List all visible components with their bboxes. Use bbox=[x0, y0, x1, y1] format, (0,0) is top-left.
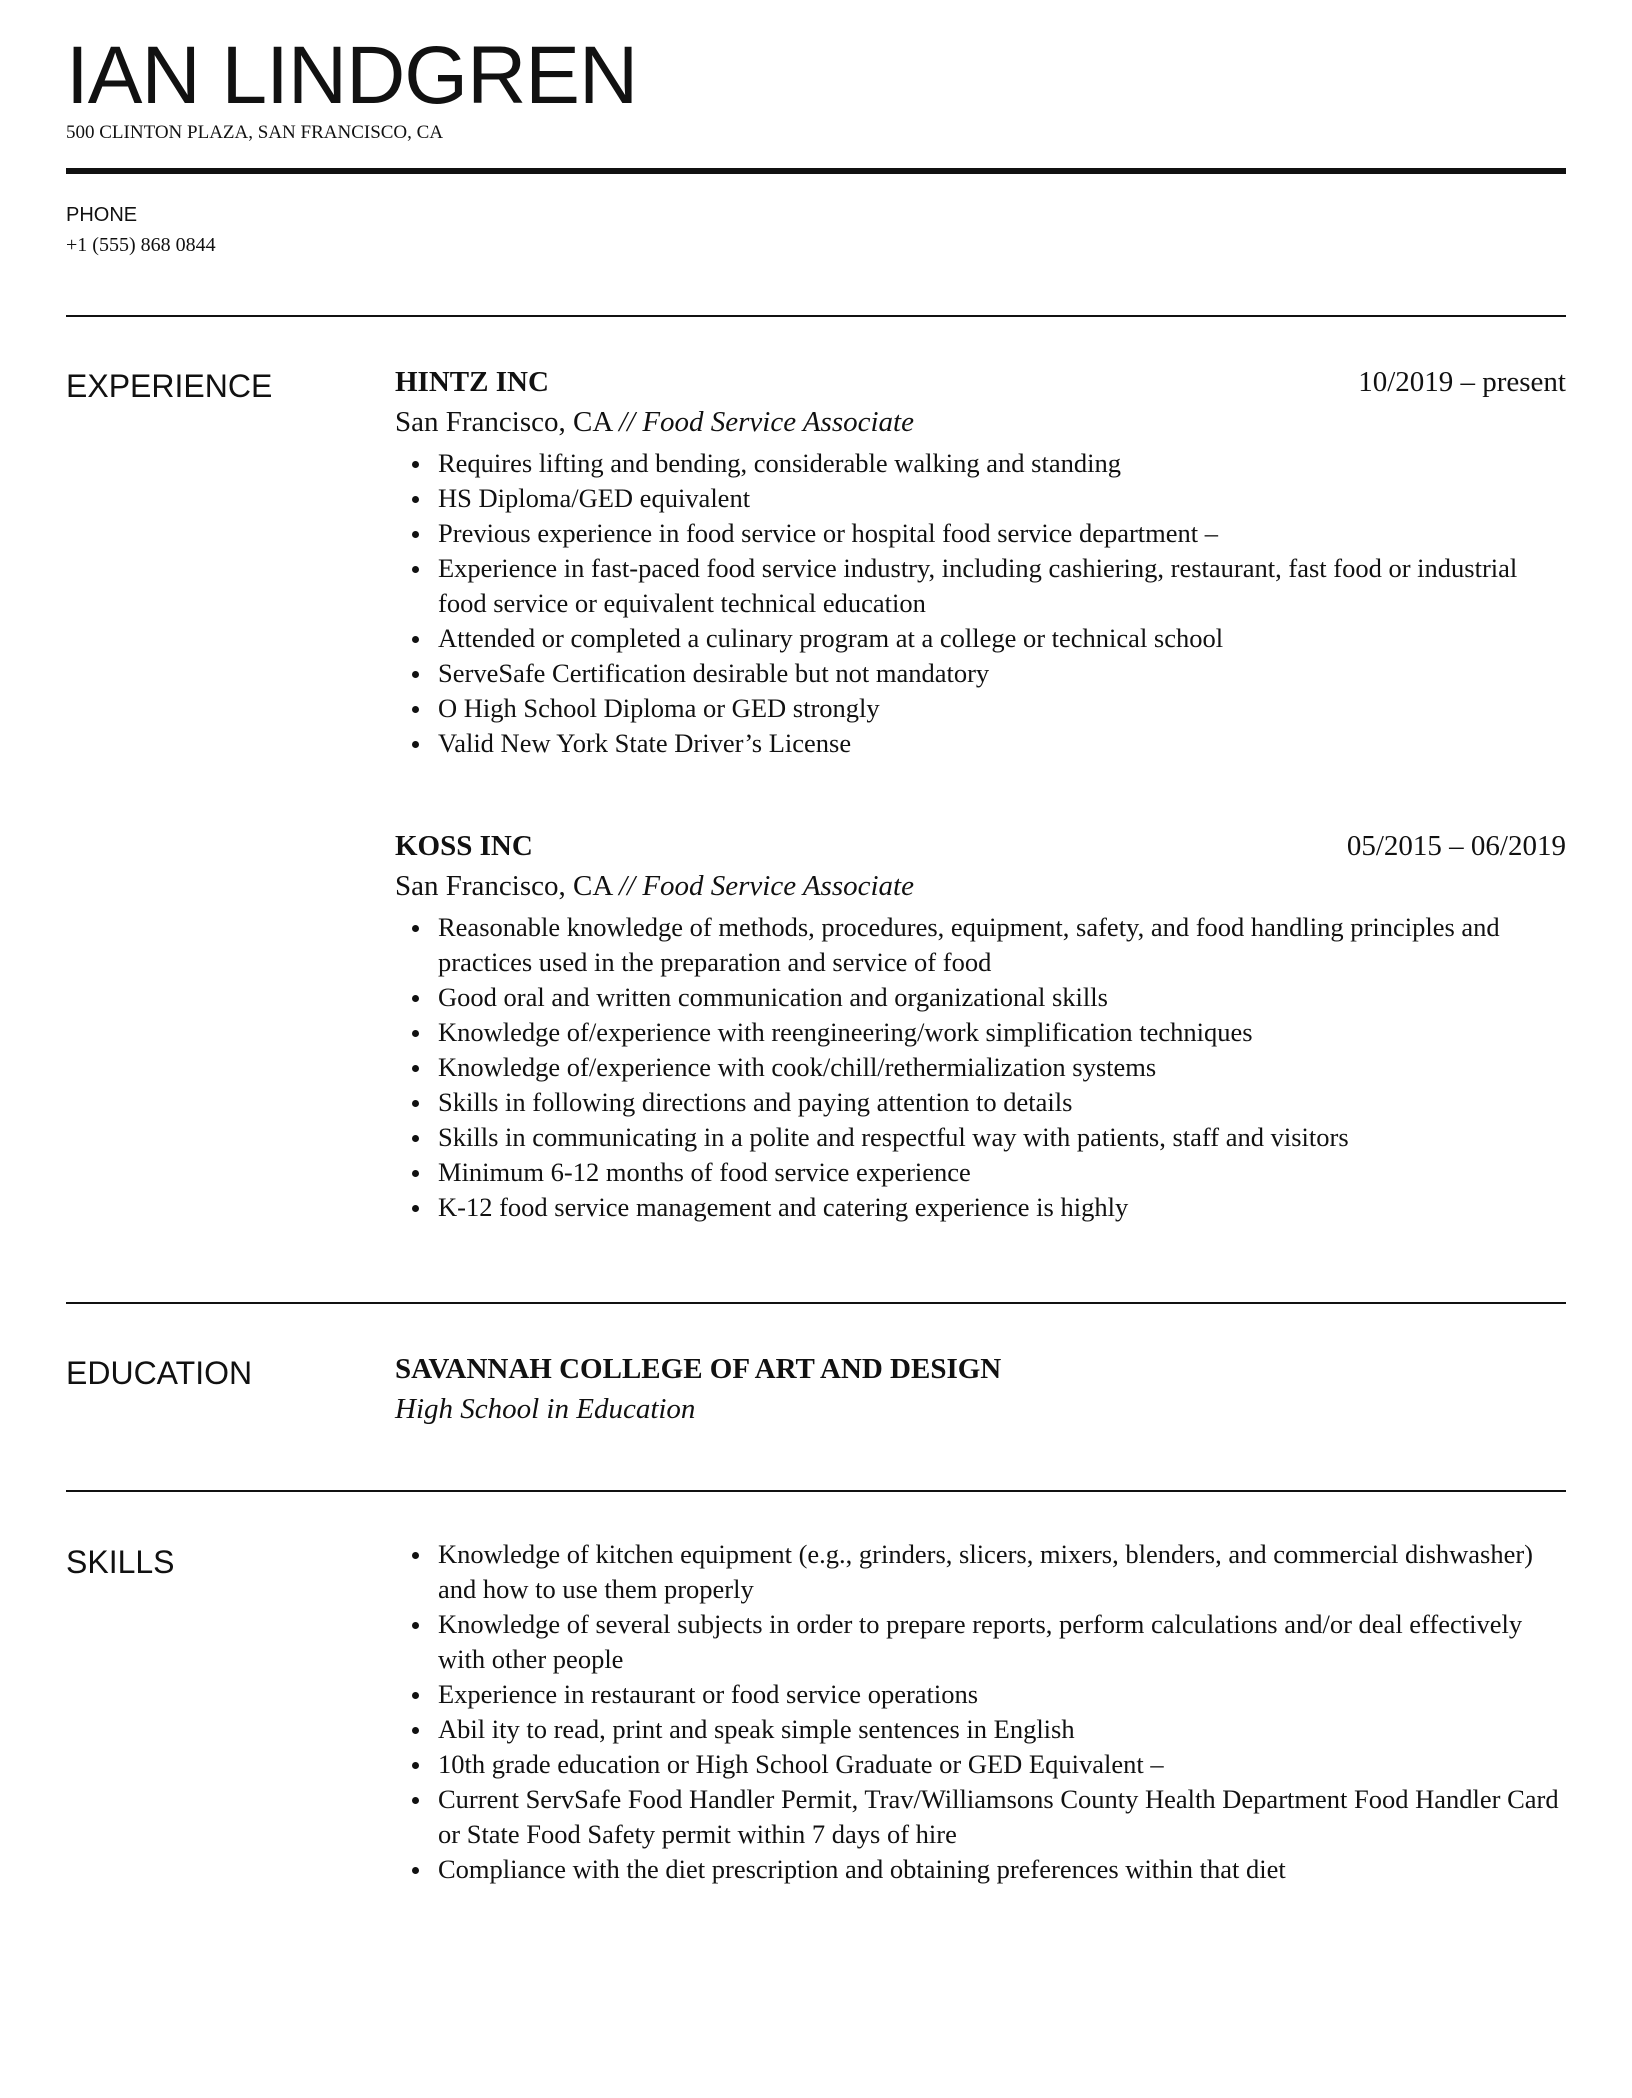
job-entry bbox=[395, 362, 1566, 761]
job-role: Food Service Associate bbox=[642, 406, 914, 438]
list-item: Valid New York State Driver’s License bbox=[438, 726, 1566, 761]
education-entry bbox=[395, 1349, 1566, 1429]
list-item: Abil ity to read, print and speak simple sentences in English bbox=[438, 1712, 1566, 1747]
job-entry bbox=[395, 826, 1566, 1225]
candidate-address: 500 CLINTON PLAZA, SAN FRANCISCO, CA bbox=[66, 122, 444, 143]
job-location: San Francisco, CA bbox=[395, 870, 612, 902]
education-header bbox=[395, 1349, 1566, 1389]
list-item: K-12 food service management and catering experience is highly bbox=[438, 1190, 1566, 1225]
list-item: Previous experience in food service or hospital food service department – bbox=[438, 516, 1566, 551]
list-item: Minimum 6-12 months of food service experience bbox=[438, 1155, 1566, 1190]
list-item: Requires lifting and bending, considerable walking and standing bbox=[438, 446, 1566, 481]
list-item: Good oral and written communication and organizational skills bbox=[438, 980, 1566, 1015]
education-school: SAVANNAH COLLEGE OF ART AND DESIGN bbox=[395, 1353, 1002, 1385]
section-divider bbox=[66, 315, 1566, 317]
list-item: Reasonable knowledge of methods, procedures, equipment, safety, and food handling principles and practices used in the preparation and service of food bbox=[438, 910, 1566, 980]
education-degree: High School in Education bbox=[395, 1393, 696, 1425]
job-subline bbox=[395, 866, 1566, 906]
job-separator: // bbox=[618, 406, 636, 438]
job-company: HINTZ INC bbox=[395, 366, 549, 398]
section-divider bbox=[66, 1302, 1566, 1304]
list-item: Knowledge of several subjects in order to prepare reports, perform calculations and/or deal effectively with other people bbox=[438, 1607, 1566, 1677]
job-subline bbox=[395, 402, 1566, 442]
list-item: HS Diploma/GED equivalent bbox=[438, 481, 1566, 516]
list-item: 10th grade education or High School Graduate or GED Equivalent – bbox=[438, 1747, 1566, 1782]
skills-section-title: SKILLS bbox=[66, 1544, 175, 1580]
job-header bbox=[395, 362, 1566, 402]
job-role: Food Service Associate bbox=[642, 870, 914, 902]
skills-bullet-list bbox=[395, 1537, 1566, 1887]
experience-section-title: EXPERIENCE bbox=[66, 368, 273, 404]
job-dates: 10/2019 – present bbox=[1358, 366, 1566, 398]
header-divider bbox=[66, 168, 1566, 174]
list-item: Knowledge of/experience with cook/chill/rethermialization systems bbox=[438, 1050, 1566, 1085]
list-item: O High School Diploma or GED strongly bbox=[438, 691, 1566, 726]
list-item: Skills in following directions and paying attention to details bbox=[438, 1085, 1566, 1120]
phone-label: PHONE bbox=[66, 204, 138, 226]
list-item: Knowledge of kitchen equipment (e.g., grinders, slicers, mixers, blenders, and commercial dishwasher) and how to use them properly bbox=[438, 1537, 1566, 1607]
phone-value: +1 (555) 868 0844 bbox=[66, 234, 216, 256]
list-item: Attended or completed a culinary program at a college or technical school bbox=[438, 621, 1566, 656]
job-company: KOSS INC bbox=[395, 830, 533, 862]
job-header bbox=[395, 826, 1566, 866]
job-bullet-list bbox=[395, 446, 1566, 761]
job-separator: // bbox=[618, 870, 636, 902]
list-item: Skills in communicating in a polite and respectful way with patients, staff and visitors bbox=[438, 1120, 1566, 1155]
list-item: ServeSafe Certification desirable but not mandatory bbox=[438, 656, 1566, 691]
section-divider bbox=[66, 1490, 1566, 1492]
job-bullet-list bbox=[395, 910, 1566, 1225]
skills-entry bbox=[395, 1537, 1566, 1887]
job-dates: 05/2015 – 06/2019 bbox=[1346, 830, 1566, 862]
list-item: Experience in restaurant or food service operations bbox=[438, 1677, 1566, 1712]
list-item: Experience in fast-paced food service industry, including cashiering, restaurant, fast food or industrial food service or equivalent technical education bbox=[438, 551, 1566, 621]
candidate-name: IAN LINDGREN bbox=[66, 30, 638, 121]
list-item: Compliance with the diet prescription and obtaining preferences within that diet bbox=[438, 1852, 1566, 1887]
education-section-title: EDUCATION bbox=[66, 1355, 253, 1391]
list-item: Current ServSafe Food Handler Permit, Trav/Williamsons County Health Department Food Handler Card or State Food Safety permit within 7 days of hire bbox=[438, 1782, 1566, 1852]
list-item: Knowledge of/experience with reengineering/work simplification techniques bbox=[438, 1015, 1566, 1050]
job-location: San Francisco, CA bbox=[395, 406, 612, 438]
